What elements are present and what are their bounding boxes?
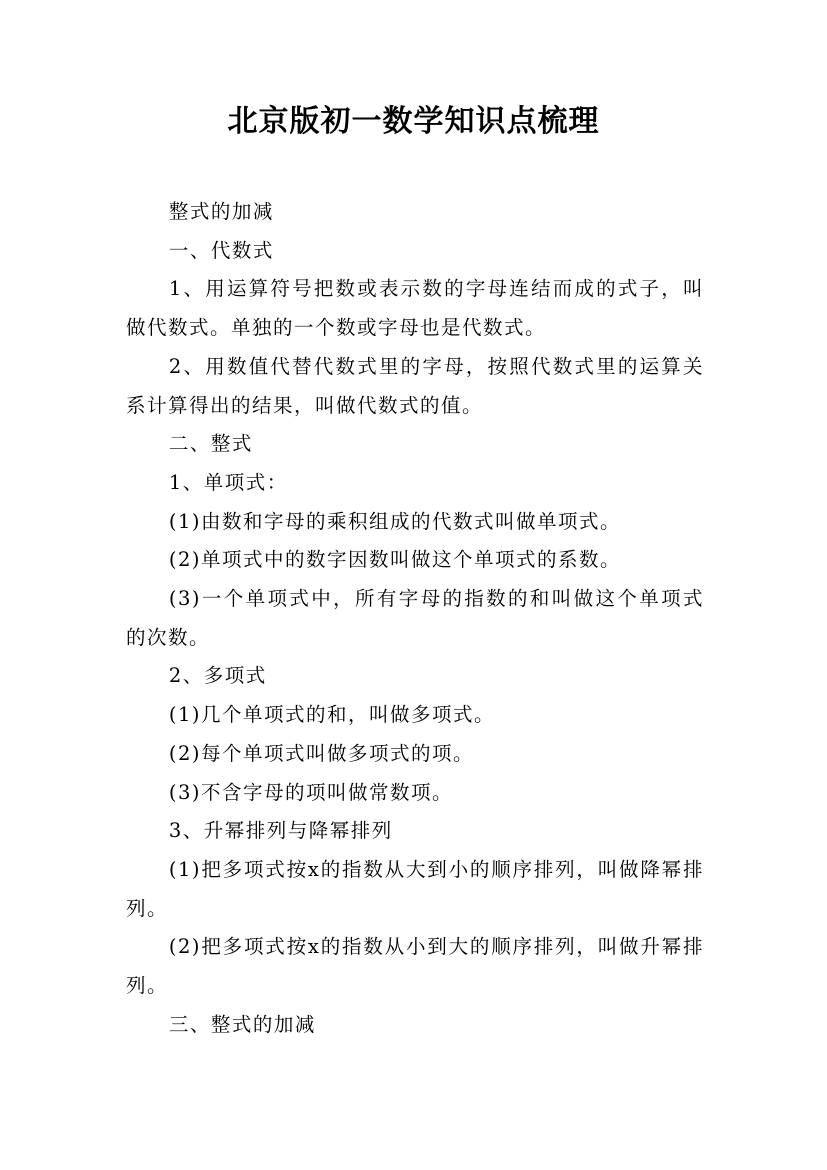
subheading-monomial: 1、单项式： bbox=[168, 470, 288, 494]
paragraph-monomial-degree: (3)一个单项式中，所有字母的指数的和叫做这个单项式的次数。 bbox=[126, 587, 704, 649]
section-heading-integral-expression-addition: 整式的加减 bbox=[168, 200, 274, 223]
heading-algebraic-expression: 一、代数式 bbox=[168, 238, 274, 262]
paragraph-monomial-definition: (1)由数和字母的乘积组成的代数式叫做单项式。 bbox=[168, 509, 622, 533]
paragraph-ascending-order: (2)把多项式按x的指数从小到大的顺序排列，叫做升幂排列。 bbox=[126, 935, 704, 998]
paragraph-constant-term: (3)不含字母的项叫做常数项。 bbox=[168, 780, 454, 804]
paragraph-descending-order: (1)把多项式按x的指数从大到小的顺序排列，叫做降幂排列。 bbox=[126, 857, 704, 920]
paragraph-polynomial-definition: (1)几个单项式的和，叫做多项式。 bbox=[168, 703, 496, 727]
heading-integral-expression-addition: 三、整式的加减 bbox=[168, 1012, 316, 1036]
subheading-polynomial: 2、多项式 bbox=[168, 664, 267, 688]
paragraph-polynomial-term: (2)每个单项式叫做多项式的项。 bbox=[168, 741, 475, 765]
document-title: 北京版初一数学知识点梳理 bbox=[227, 104, 600, 139]
paragraph-monomial-coefficient: (2)单项式中的数字因数叫做这个单项式的系数。 bbox=[168, 548, 622, 572]
subheading-ascending-descending-order: 3、升幂排列与降幂排列 bbox=[168, 819, 393, 843]
heading-integral-expression: 二、整式 bbox=[168, 432, 253, 456]
paragraph-algebraic-expression-value: 2、用数值代替代数式里的字母，按照代数式里的运算关系计算得出的结果，叫做代数式的值。 bbox=[126, 354, 704, 417]
paragraph-algebraic-expression-definition: 1、用运算符号把数或表示数的字母连结而成的式子，叫做代数式。单独的一个数或字母也是代数式。 bbox=[126, 277, 704, 340]
document-body bbox=[126, 193, 704, 1044]
